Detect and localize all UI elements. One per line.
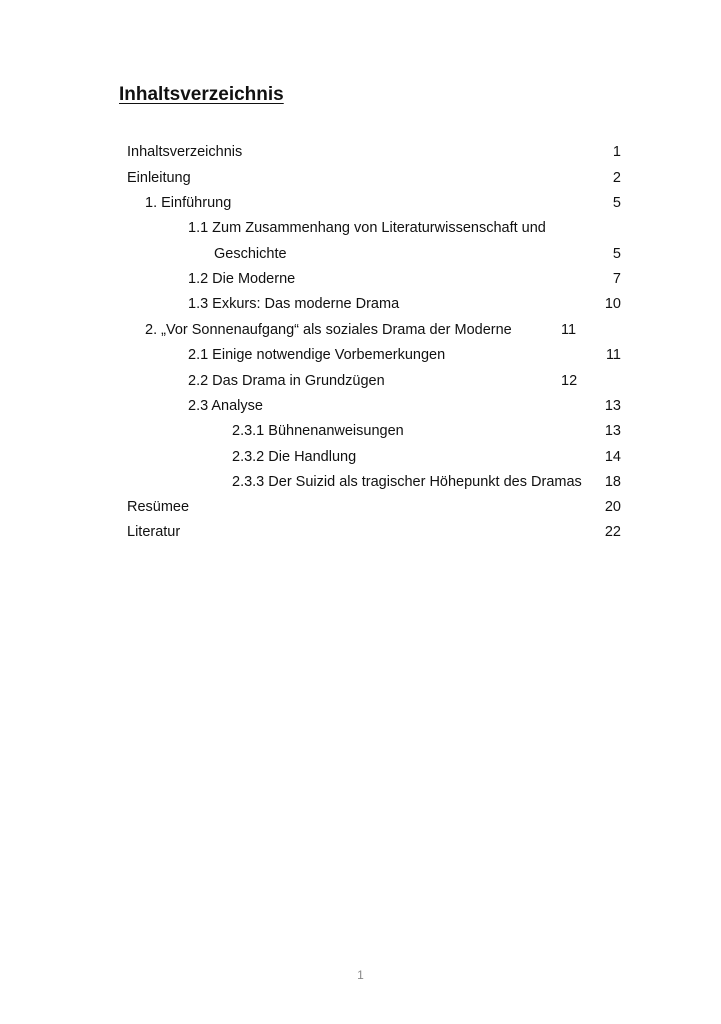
toc-entry-page: 14 xyxy=(604,449,621,465)
toc-entry-page: 11 xyxy=(605,347,621,363)
toc-entry-page: 11 xyxy=(561,322,577,338)
toc-entry-page: 10 xyxy=(604,296,621,312)
toc-entry-page: 1 xyxy=(612,144,621,160)
toc-entry-label: 1. Einführung xyxy=(145,195,232,211)
toc-entry-label: Literatur xyxy=(127,524,181,540)
toc-entry-label: 1.3 Exkurs: Das moderne Drama xyxy=(188,296,400,312)
toc-entry-page: 7 xyxy=(612,271,621,287)
toc-entry-page: 5 xyxy=(612,246,621,262)
toc-entry-page: 2 xyxy=(612,170,621,186)
toc-entry-page: 5 xyxy=(612,195,621,211)
toc-entry-page: 13 xyxy=(604,398,621,414)
toc-entry-page: 18 xyxy=(604,474,621,490)
toc-entry-label: 2.3.1 Bühnenanweisungen xyxy=(232,423,404,439)
toc-entry-label: Einleitung xyxy=(127,170,191,186)
page-number-footer: 1 xyxy=(357,968,364,982)
toc-entry-label-continuation: Geschichte xyxy=(214,246,287,262)
toc-entry-label: Inhaltsverzeichnis xyxy=(127,144,243,160)
toc-entry-page: 13 xyxy=(604,423,621,439)
page-title: Inhaltsverzeichnis xyxy=(119,84,284,105)
toc-entry-page: 22 xyxy=(604,524,621,540)
toc-entry-label: 2. „Vor Sonnenaufgang“ als soziales Drama der Moderne xyxy=(145,322,512,338)
toc-entry-page: 12 xyxy=(561,373,578,389)
toc-entry-label: 2.2 Das Drama in Grundzügen xyxy=(188,373,385,389)
toc-entry-label: 1.1 Zum Zusammenhang von Literaturwissenschaft und xyxy=(188,220,546,236)
toc-entry-label: 2.1 Einige notwendige Vorbemerkungen xyxy=(188,347,446,363)
toc-entry-label: Resümee xyxy=(127,499,190,515)
toc-entry-label: 1.2 Die Moderne xyxy=(188,271,296,287)
toc-entry-label: 2.3.3 Der Suizid als tragischer Höhepunkt des Dramas xyxy=(232,474,582,490)
toc-entry-label: 2.3.2 Die Handlung xyxy=(232,449,357,465)
toc-entry-label: 2.3 Analyse xyxy=(188,398,263,414)
toc-entry-page: 20 xyxy=(604,499,621,515)
